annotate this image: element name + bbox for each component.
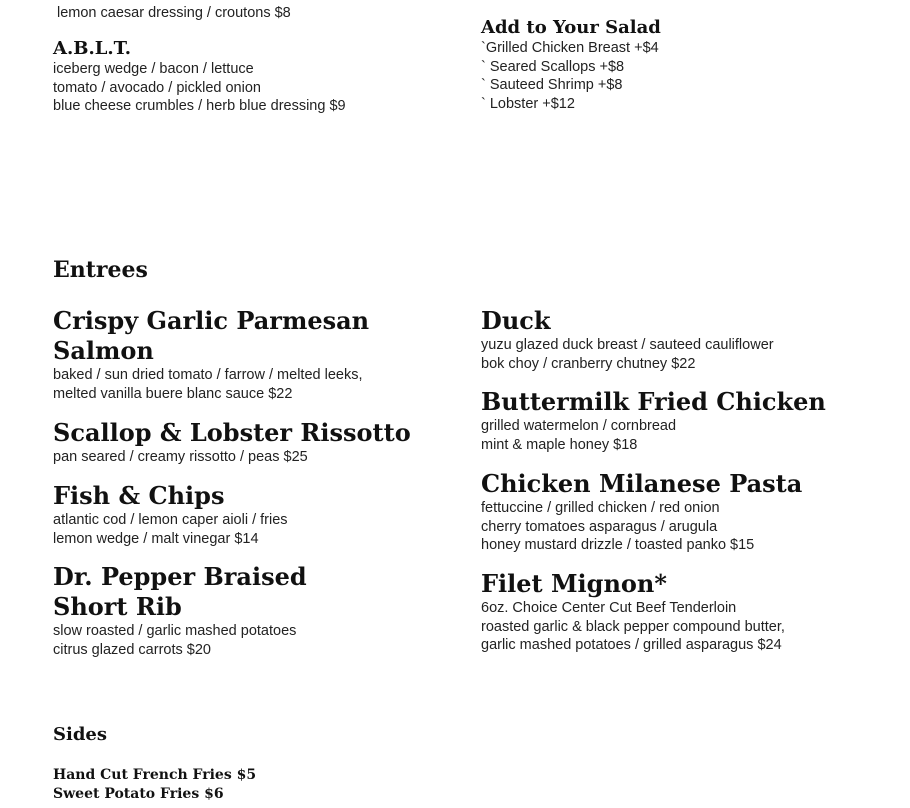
add-to-salad-title: Add to Your Salad — [481, 17, 661, 38]
entree-chicken-milanese — [481, 469, 802, 555]
entree-title: Fish & Chips — [53, 481, 225, 510]
side-item: Hand Cut French Fries $5 — [53, 767, 257, 783]
ablt-line: blue cheese crumbles / herb blue dressing $9 — [53, 98, 346, 114]
entree-filet-mignon — [481, 569, 785, 655]
ablt-item — [53, 38, 346, 116]
side-item: Sweet Potato Fries $6 — [53, 786, 224, 802]
entree-short-rib — [53, 562, 307, 659]
entree-desc-line: melted vanilla buere blanc sauce $22 — [53, 385, 293, 402]
entree-desc-line: pan seared / creamy rissotto / peas $25 — [53, 449, 308, 465]
add-option: ` Lobster +$12 — [481, 95, 575, 112]
entree-desc-line: yuzu glazed duck breast / sauteed cauliflower — [481, 337, 774, 353]
add-option: ` Sauteed Shrimp +$8 — [481, 77, 623, 93]
caesar-salad-tail — [57, 4, 291, 23]
entree-title: Filet Mignon* — [481, 569, 667, 598]
caesar-dressing-line: lemon caesar dressing / croutons $8 — [57, 5, 291, 21]
entree-description — [53, 511, 288, 548]
entree-desc-line: roasted garlic & black pepper compound butter, — [481, 618, 785, 635]
ablt-description — [53, 60, 346, 116]
add-to-salad-options — [481, 39, 661, 113]
ablt-line: iceberg wedge / bacon / lettuce — [53, 61, 254, 77]
entree-title: Scallop & Lobster Rissotto — [53, 418, 411, 447]
entree-scallop-lobster — [53, 418, 411, 467]
entree-desc-line: slow roasted / garlic mashed potatoes — [53, 623, 297, 639]
entree-description — [481, 499, 802, 555]
entree-description — [53, 448, 411, 467]
entree-description — [481, 599, 785, 655]
entree-description — [53, 366, 369, 403]
entree-title: Chicken Milanese Pasta — [481, 469, 803, 498]
ablt-line: tomato / avocado / pickled onion — [53, 79, 261, 96]
entrees-heading: Entrees — [53, 257, 148, 283]
entree-fish-chips — [53, 481, 288, 548]
entree-title-line: Crispy Garlic Parmesan — [53, 306, 370, 335]
add-option: `Grilled Chicken Breast +$4 — [481, 40, 659, 56]
entree-description — [481, 336, 774, 373]
add-to-salad — [481, 17, 661, 113]
entree-desc-line: garlic mashed potatoes / grilled asparagus $24 — [481, 637, 782, 653]
entree-desc-line: baked / sun dried tomato / farrow / melted leeks, — [53, 367, 363, 383]
entree-desc-line: fettuccine / grilled chicken / red onion — [481, 500, 720, 516]
entree-duck — [481, 306, 774, 373]
ablt-title: A.B.L.T. — [53, 38, 131, 59]
entree-title-line: Short Rib — [53, 592, 182, 621]
entree-desc-line: bok choy / cranberry chutney $22 — [481, 355, 696, 372]
entree-title: Buttermilk Fried Chicken — [481, 387, 826, 416]
entree-desc-line: grilled watermelon / cornbread — [481, 418, 677, 434]
sides-list — [53, 766, 256, 804]
add-option: ` Seared Scallops +$8 — [481, 58, 625, 75]
entree-desc-line: cherry tomatoes asparagus / arugula — [481, 518, 718, 535]
entree-desc-line: mint & maple honey $18 — [481, 436, 638, 453]
entree-description — [481, 417, 826, 454]
entree-title — [53, 306, 369, 366]
entree-desc-line: lemon wedge / malt vinegar $14 — [53, 530, 259, 547]
entree-desc-line: atlantic cod / lemon caper aioli / fries — [53, 512, 288, 528]
entree-title-line: Salmon — [53, 336, 154, 365]
sides-heading: Sides — [53, 724, 108, 745]
entree-desc-line: citrus glazed carrots $20 — [53, 641, 211, 658]
entree-title-line: Dr. Pepper Braised — [53, 562, 307, 591]
entree-desc-line: honey mustard drizzle / toasted panko $15 — [481, 537, 755, 553]
entree-desc-line: 6oz. Choice Center Cut Beef Tenderloin — [481, 600, 737, 616]
entree-salmon — [53, 306, 369, 403]
entree-fried-chicken — [481, 387, 826, 454]
entree-title — [53, 562, 307, 622]
entree-title: Duck — [481, 306, 551, 335]
entree-description — [53, 622, 307, 659]
